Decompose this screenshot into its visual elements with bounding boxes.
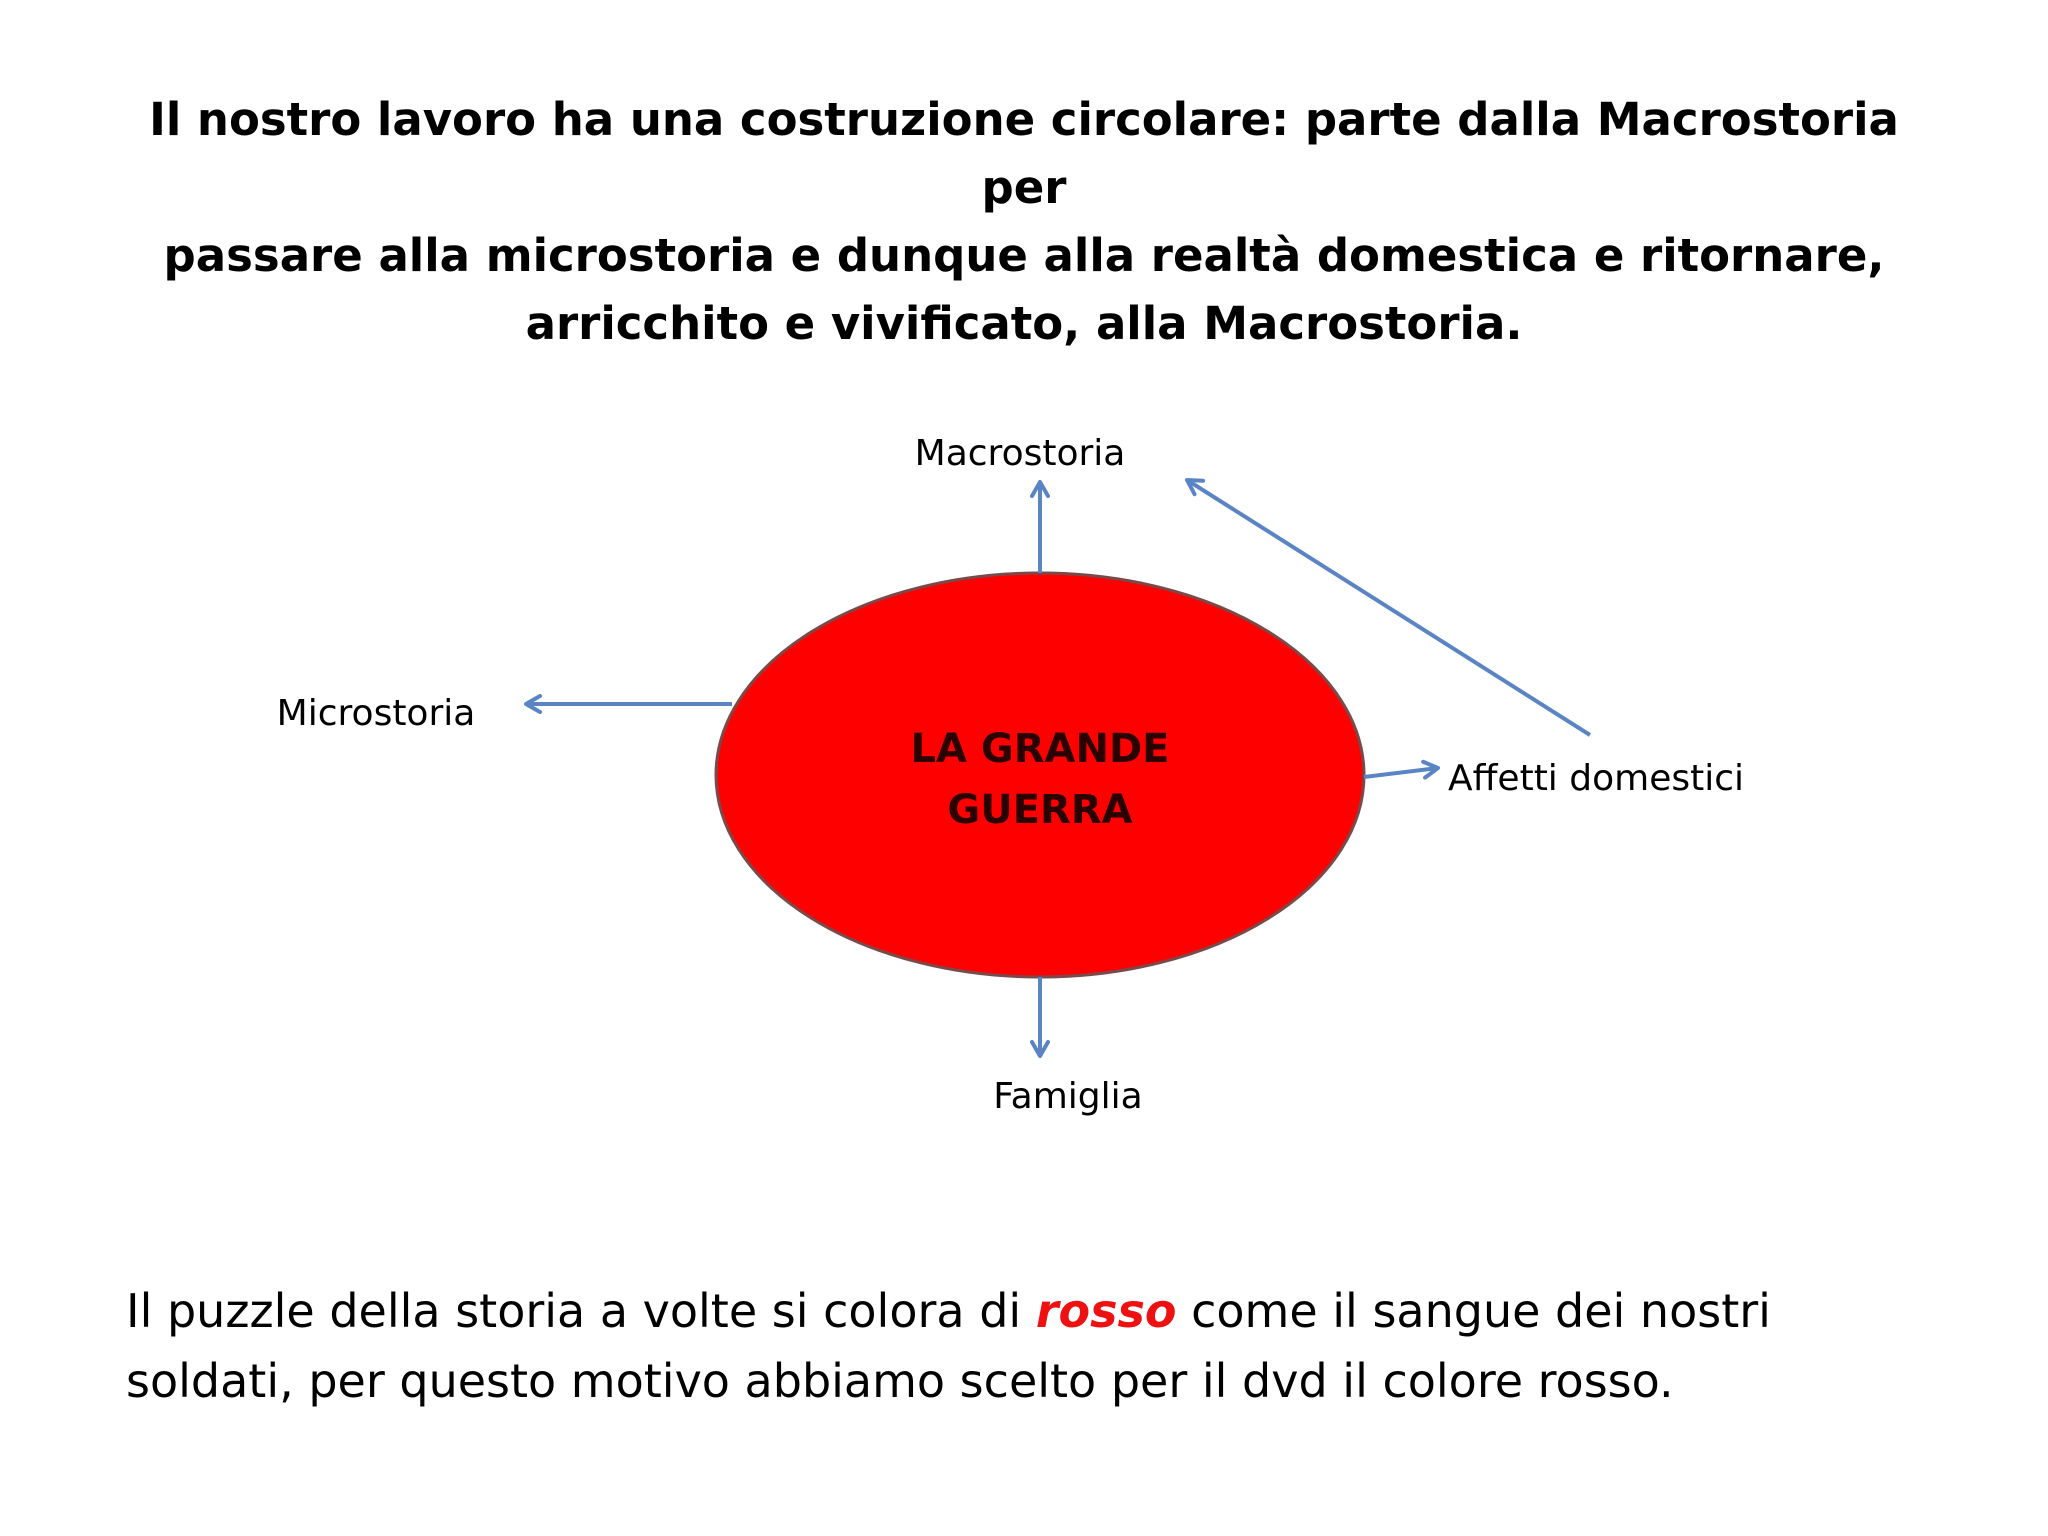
caption-line-2: soldati, per questo motivo abbiamo scelto per il dvd il colore rosso. bbox=[126, 1354, 1674, 1408]
caption-text-before: Il puzzle della storia a volte si colora di bbox=[126, 1284, 1036, 1338]
arrow-right bbox=[1364, 768, 1438, 777]
caption bbox=[126, 1276, 1946, 1416]
center-ellipse bbox=[716, 573, 1364, 977]
center-label-line-2: GUERRA bbox=[947, 787, 1133, 833]
node-microstoria: Microstoria bbox=[276, 693, 476, 734]
node-macrostoria: Macrostoria bbox=[914, 433, 1126, 474]
node-famiglia: Famiglia bbox=[993, 1076, 1143, 1117]
title-line-3: arricchito e vivificato, alla Macrostoria. bbox=[525, 297, 1523, 350]
center-label-line-1: LA GRANDE bbox=[910, 726, 1170, 772]
title-line-2: passare alla microstoria e dunque alla realtà domestica e ritornare, bbox=[163, 229, 1885, 282]
caption-line-1 bbox=[126, 1276, 1946, 1346]
node-affetti-domestici: Affetti domestici bbox=[1448, 758, 1745, 799]
title-line-1: Il nostro lavoro ha una costruzione circolare: parte dalla Macrostoria per bbox=[149, 93, 1899, 214]
caption-text-after: come il sangue dei nostri bbox=[1176, 1284, 1771, 1338]
caption-highlight: rosso bbox=[1035, 1284, 1177, 1338]
